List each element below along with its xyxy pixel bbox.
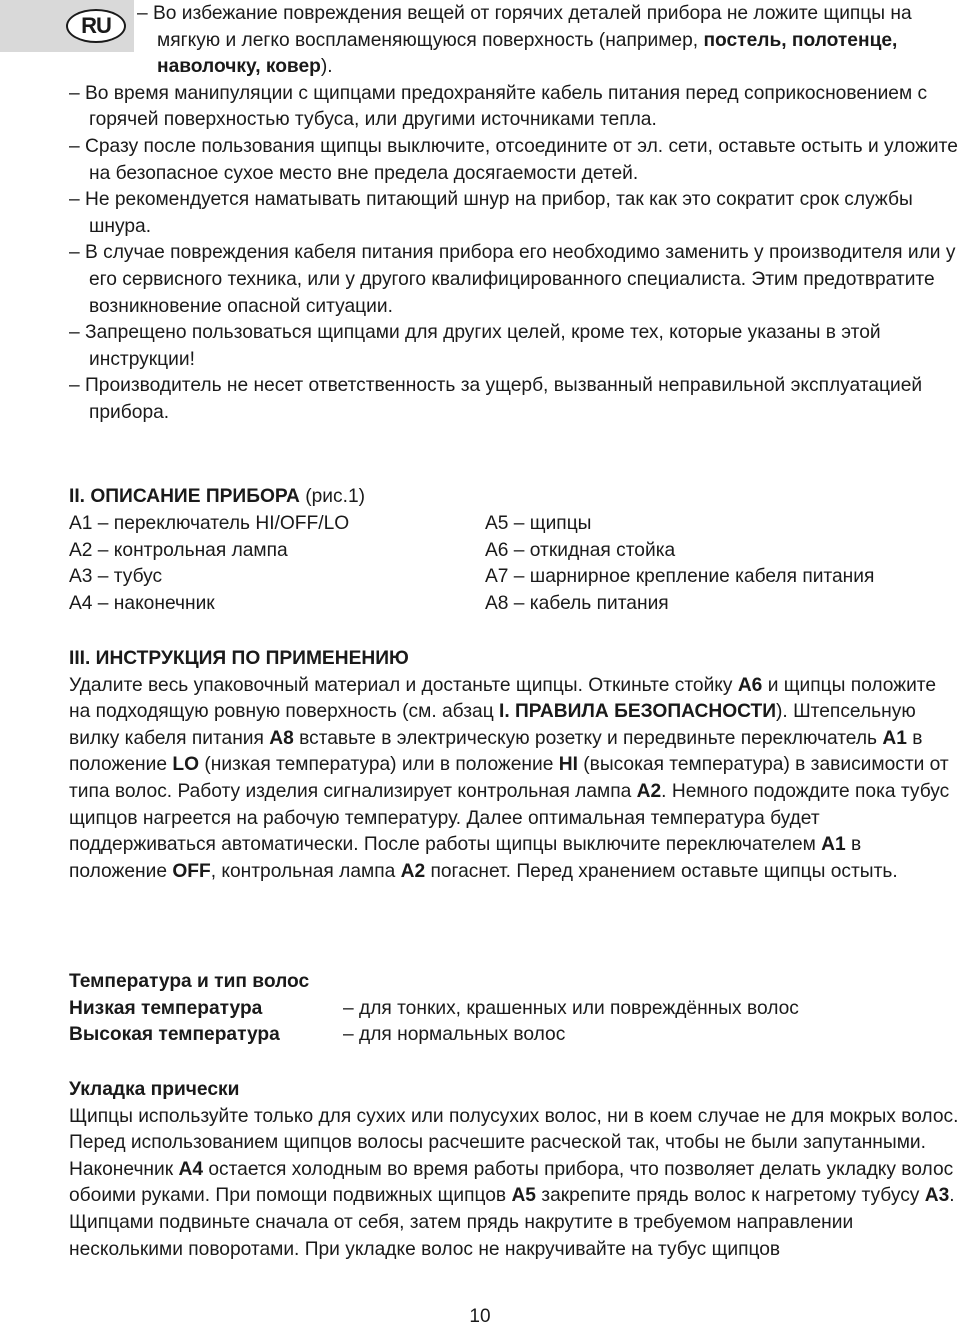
temperature-title: Температура и тип волос bbox=[69, 971, 310, 992]
text-run: ). Штепсельную вилку кабеля питания bbox=[69, 701, 916, 749]
text-run: остается холодным во время работы прибора, что позволяет делать укладку волос обоими руками. При помощи подвижных щипцов bbox=[69, 1158, 954, 1207]
text-run: Щипцы используйте только для сухих или полусухих волос, ни в коем случае не для мокрых волос. Перед использованием щипцов волосы расчешите расческой так, чтобы не были запутанными. Наконечник bbox=[69, 1105, 959, 1180]
text-run: (высокая температура) в зависимости от типа волос. Работу изделия сигнализирует контрольная лампа bbox=[69, 754, 949, 802]
styling-paragraph bbox=[69, 1104, 959, 1264]
part-item: A7 – шарнирное крепление кабеля питания bbox=[485, 566, 875, 588]
temperature-desc: – для нормальных волос bbox=[343, 1024, 566, 1046]
text-run: вставьте в электрическую розетку и передвиньте переключатель bbox=[293, 727, 883, 749]
warning-item: – Сразу после пользования щипцы выключите, отсоедините от эл. сети, оставьте остыть и уложите на безопасное сухое место вне предела досягаемости детей. bbox=[69, 135, 958, 184]
bold-reference: A2 bbox=[400, 860, 426, 882]
text-run: Удалите весь упаковочный материал и достаньте щипцы. Откиньте стойку bbox=[69, 674, 738, 696]
warning-item: – Запрещено пользоваться щипцами для других целей, кроме тех, которые указаны в этой инструкции! bbox=[69, 322, 881, 370]
warning-item: – Производитель не несет ответственность за ущерб, вызванный неправильной эксплуатацией прибора. bbox=[69, 375, 923, 423]
text-run: (низкая температура) или в положение bbox=[199, 754, 559, 776]
part-item: A5 – щипцы bbox=[485, 513, 592, 534]
part-item: A3 – тубус bbox=[69, 566, 163, 588]
page-number: 10 bbox=[469, 1306, 491, 1327]
bold-reference: A4 bbox=[178, 1158, 204, 1180]
warning-item: – Во время манипуляции с щипцами предохраняйте кабель питания перед соприкосновением с горячей поверхностью тубуса, или другими источниками тепла. bbox=[69, 82, 928, 131]
warning-item: – Во избежание повреждения вещей от горячих деталей прибора не ложите щипцы на мягкую и легко воспламеняющуюся поверхность (например, постель, полотенце, наволочку, ковер). bbox=[137, 3, 912, 78]
bold-reference: A6 bbox=[737, 674, 763, 696]
parts-column-left bbox=[69, 511, 349, 617]
text-run: закрепите прядь волос к нагретому тубусу bbox=[535, 1185, 925, 1207]
bold-reference: OFF bbox=[172, 860, 211, 882]
bold-reference: A1 bbox=[882, 727, 907, 749]
section-3-title: III. ИНСТРУКЦИЯ ПО ПРИМЕНЕНИЮ bbox=[69, 648, 409, 669]
bold-reference: A3 bbox=[924, 1185, 950, 1207]
part-item: A1 – переключатель HI/OFF/LO bbox=[69, 513, 350, 534]
bold-reference: LO bbox=[172, 754, 199, 776]
styling-title: Укладка прически bbox=[69, 1079, 240, 1100]
bold-reference: A5 bbox=[511, 1185, 536, 1207]
temperature-section bbox=[69, 969, 959, 1049]
temperature-label: Низкая температура bbox=[69, 997, 263, 1019]
text-run: погаснет. Перед хранением оставьте щипцы остыть. bbox=[425, 860, 898, 882]
safety-warnings-list bbox=[69, 1, 959, 427]
text-run: в положение bbox=[69, 727, 923, 776]
temperature-row bbox=[69, 1022, 959, 1049]
section-2-heading bbox=[69, 484, 959, 511]
section-3-paragraph bbox=[69, 673, 959, 886]
temperature-label: Высокая температура bbox=[69, 1024, 280, 1046]
text-run: . Щипцами подвиньте сначала от себя, затем прядь накрутите в требуемом направлении несколькими поворотами. При укладке волос не накручивайте на тубус щипцов bbox=[69, 1185, 955, 1260]
section-3 bbox=[69, 646, 959, 885]
bold-reference: I. ПРАВИЛА БЕЗОПАСНОСТИ bbox=[499, 701, 777, 723]
part-item: A8 – кабель питания bbox=[485, 592, 669, 614]
bold-reference: A8 bbox=[269, 727, 294, 749]
bold-reference: A1 bbox=[821, 834, 846, 856]
warning-item: – Не рекомендуется наматывать питающий шнур на прибор, так как это сократит срок службы шнура. bbox=[69, 189, 913, 237]
part-item: A6 – откидная стойка bbox=[485, 539, 676, 561]
styling-section bbox=[69, 1077, 959, 1263]
text-run: и щипцы положите на подходящую ровную поверхность (см. абзац bbox=[69, 674, 937, 723]
warning-item: – В случае повреждения кабеля питания прибора его необходимо заменить у производителя или у его сервисного техника, или у другого квалифицированного специалиста. Этим предотвратите возникновение опасной ситуации. bbox=[69, 242, 956, 317]
temperature-desc: – для тонких, крашенных или повреждённых волос bbox=[343, 997, 799, 1019]
temperature-row bbox=[69, 996, 959, 1023]
text-run: , контрольная лампа bbox=[210, 860, 401, 882]
language-badge: RU bbox=[66, 9, 126, 43]
text-run: в положение bbox=[69, 834, 862, 882]
section-2-title-suffix: (рис.1) bbox=[299, 486, 366, 507]
text-run: . Немного подождите пока тубус щипцов нагреется на рабочую температуру. Далее оптимальная температура будет поддерживаться автоматически. После работы щипцы выключите переключателем bbox=[69, 780, 950, 856]
bold-reference: A2 bbox=[636, 780, 662, 802]
bold-reference: HI bbox=[558, 754, 578, 776]
section-2-title: II. ОПИСАНИЕ ПРИБОРА bbox=[69, 486, 300, 507]
part-item: A2 – контрольная лампа bbox=[69, 539, 288, 561]
part-item: A4 – наконечник bbox=[69, 592, 215, 614]
parts-column-right bbox=[485, 511, 874, 617]
